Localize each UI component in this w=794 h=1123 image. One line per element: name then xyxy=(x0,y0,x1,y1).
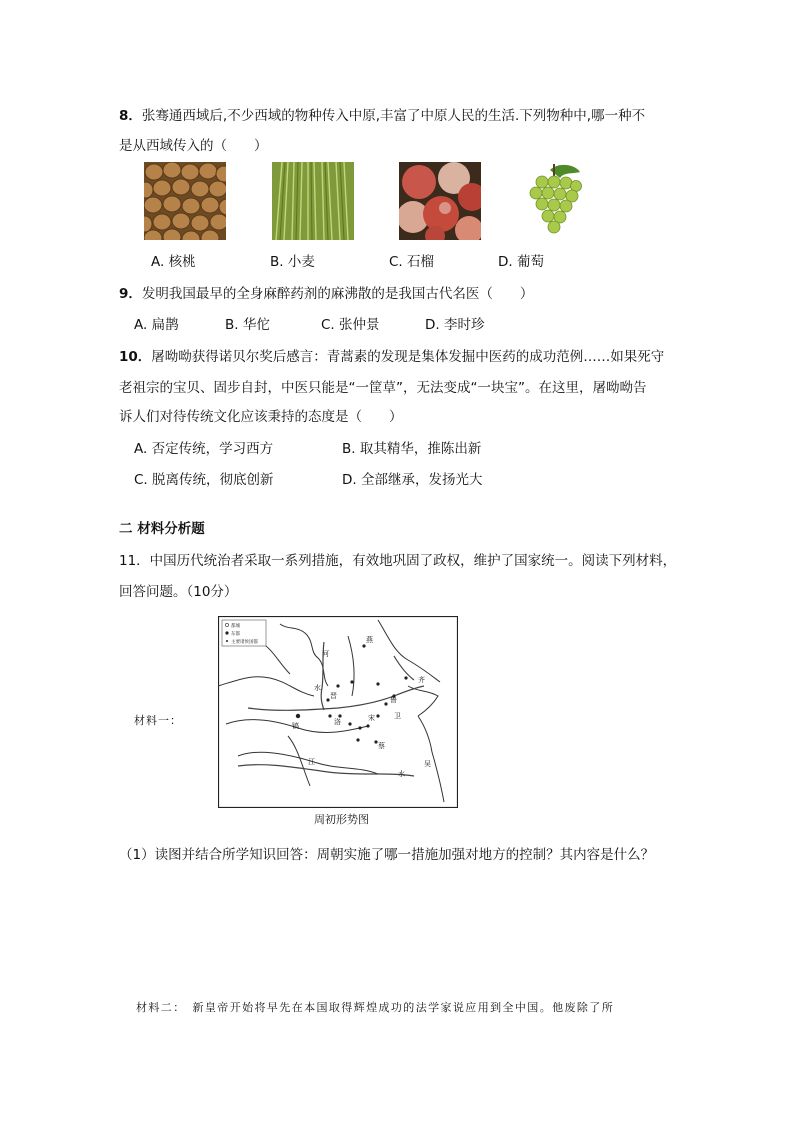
q9-option-d[interactable]: D. 李时珍 xyxy=(425,317,485,333)
q9-option-a[interactable]: A. 扁鹊 xyxy=(134,317,179,333)
q8-option-a[interactable]: A. 核桃 xyxy=(151,254,196,270)
q8-text: 张骞通西域后,不少西域的物种传入中原,丰富了中原人民的生活.下列物种中,哪一种不 xyxy=(141,108,646,124)
material1-label: 材料一： xyxy=(134,714,182,727)
map-label-song: 宋 xyxy=(368,714,375,722)
q8-line2: 是从西域传入的（ ） xyxy=(119,138,268,154)
map-label-luo: 洛 xyxy=(334,718,341,726)
pomegranate-photo xyxy=(399,162,481,240)
q9-number: 9 xyxy=(119,286,129,302)
map-label-hao: 镐 xyxy=(292,722,299,730)
q11-sub1: （1）读图并结合所学知识回答：周朝实施了哪一措施加强对地方的控制？其内容是什么？ xyxy=(119,847,655,863)
map-caption: 周初形势图 xyxy=(314,813,369,826)
q10-line2: 老祖宗的宝贝、固步自封，中医只能是“一筐草”，无法变成“一块宝”。在这里，屠呦呦告 xyxy=(119,380,647,396)
map-legend-vassal: 主要诸侯国都 xyxy=(231,640,258,645)
walnut-photo xyxy=(144,162,226,240)
q9-text: 发明我国最早的全身麻醉药剂的麻沸散的是我国古代名医（ ） xyxy=(141,286,534,302)
q11-line1: 11．中国历代统治者采取一系列措施，有效地巩固了政权，维护了国家统一。阅读下列材料， xyxy=(119,553,677,569)
q8-line1: 8．张骞通西域后,不少西域的物种传入中原,丰富了中原人民的生活.下列物种中,哪一种不 xyxy=(119,108,646,124)
q9-option-c[interactable]: C. 张仲景 xyxy=(321,317,380,333)
q8-number: 8 xyxy=(119,108,129,124)
map-label-cai: 蔡 xyxy=(378,742,385,750)
map-label-wu: 吴 xyxy=(424,760,431,768)
q10-option-d[interactable]: D. 全部继承，发扬光大 xyxy=(342,472,483,488)
map-legend-east-capital: 东都 xyxy=(231,632,240,637)
q10-number: 10 xyxy=(119,349,138,365)
map-label-lu: 鲁 xyxy=(390,696,397,704)
map-label-wei: 卫 xyxy=(394,712,401,720)
q9-stem: 9．发明我国最早的全身麻醉药剂的麻沸散的是我国古代名医（ ） xyxy=(119,286,534,302)
zhou-map xyxy=(218,616,458,808)
q10-option-a[interactable]: A. 否定传统，学习西方 xyxy=(134,441,274,457)
map-label-he: 河 xyxy=(322,650,329,658)
q8-option-b[interactable]: B. 小麦 xyxy=(270,254,315,270)
map-label-qi: 齐 xyxy=(418,676,425,684)
map-label-shui1: 水 xyxy=(314,684,321,692)
q10-line1: 10．屠呦呦获得诺贝尔奖后感言：青蒿素的发现是集体发掘中医药的成功范例……如果死守 xyxy=(119,349,665,365)
map-label-jiang: 江 xyxy=(308,758,315,766)
material2-text: 材料二： 新皇帝开始将早先在本国取得辉煌成功的法学家说应用到全中国。他废除了所 xyxy=(136,1001,615,1014)
map-label-yan: 燕 xyxy=(366,636,373,644)
grape-photo xyxy=(520,160,592,240)
q10-line3: 诉人们对待传统文化应该秉持的态度是（ ） xyxy=(119,409,403,425)
map-label-jin: 晋 xyxy=(330,692,337,700)
q11-line2: 回答问题。（10分） xyxy=(119,584,238,600)
section-title: 二 材料分析题 xyxy=(119,521,205,537)
map-legend-capital: 都城 xyxy=(231,624,240,629)
q10-text-1: 屠呦呦获得诺贝尔奖后感言：青蒿素的发现是集体发掘中医药的成功范例……如果死守 xyxy=(151,349,665,365)
q9-option-b[interactable]: B. 华佗 xyxy=(225,317,270,333)
q10-option-c[interactable]: C. 脱离传统，彻底创新 xyxy=(134,472,274,488)
q8-option-c[interactable]: C. 石榴 xyxy=(389,254,435,270)
map-label-shui2: 水 xyxy=(398,770,405,778)
q8-option-d[interactable]: D. 葡萄 xyxy=(498,254,544,270)
q10-option-b[interactable]: B. 取其精华，推陈出新 xyxy=(342,441,482,457)
wheat-photo xyxy=(272,162,354,240)
